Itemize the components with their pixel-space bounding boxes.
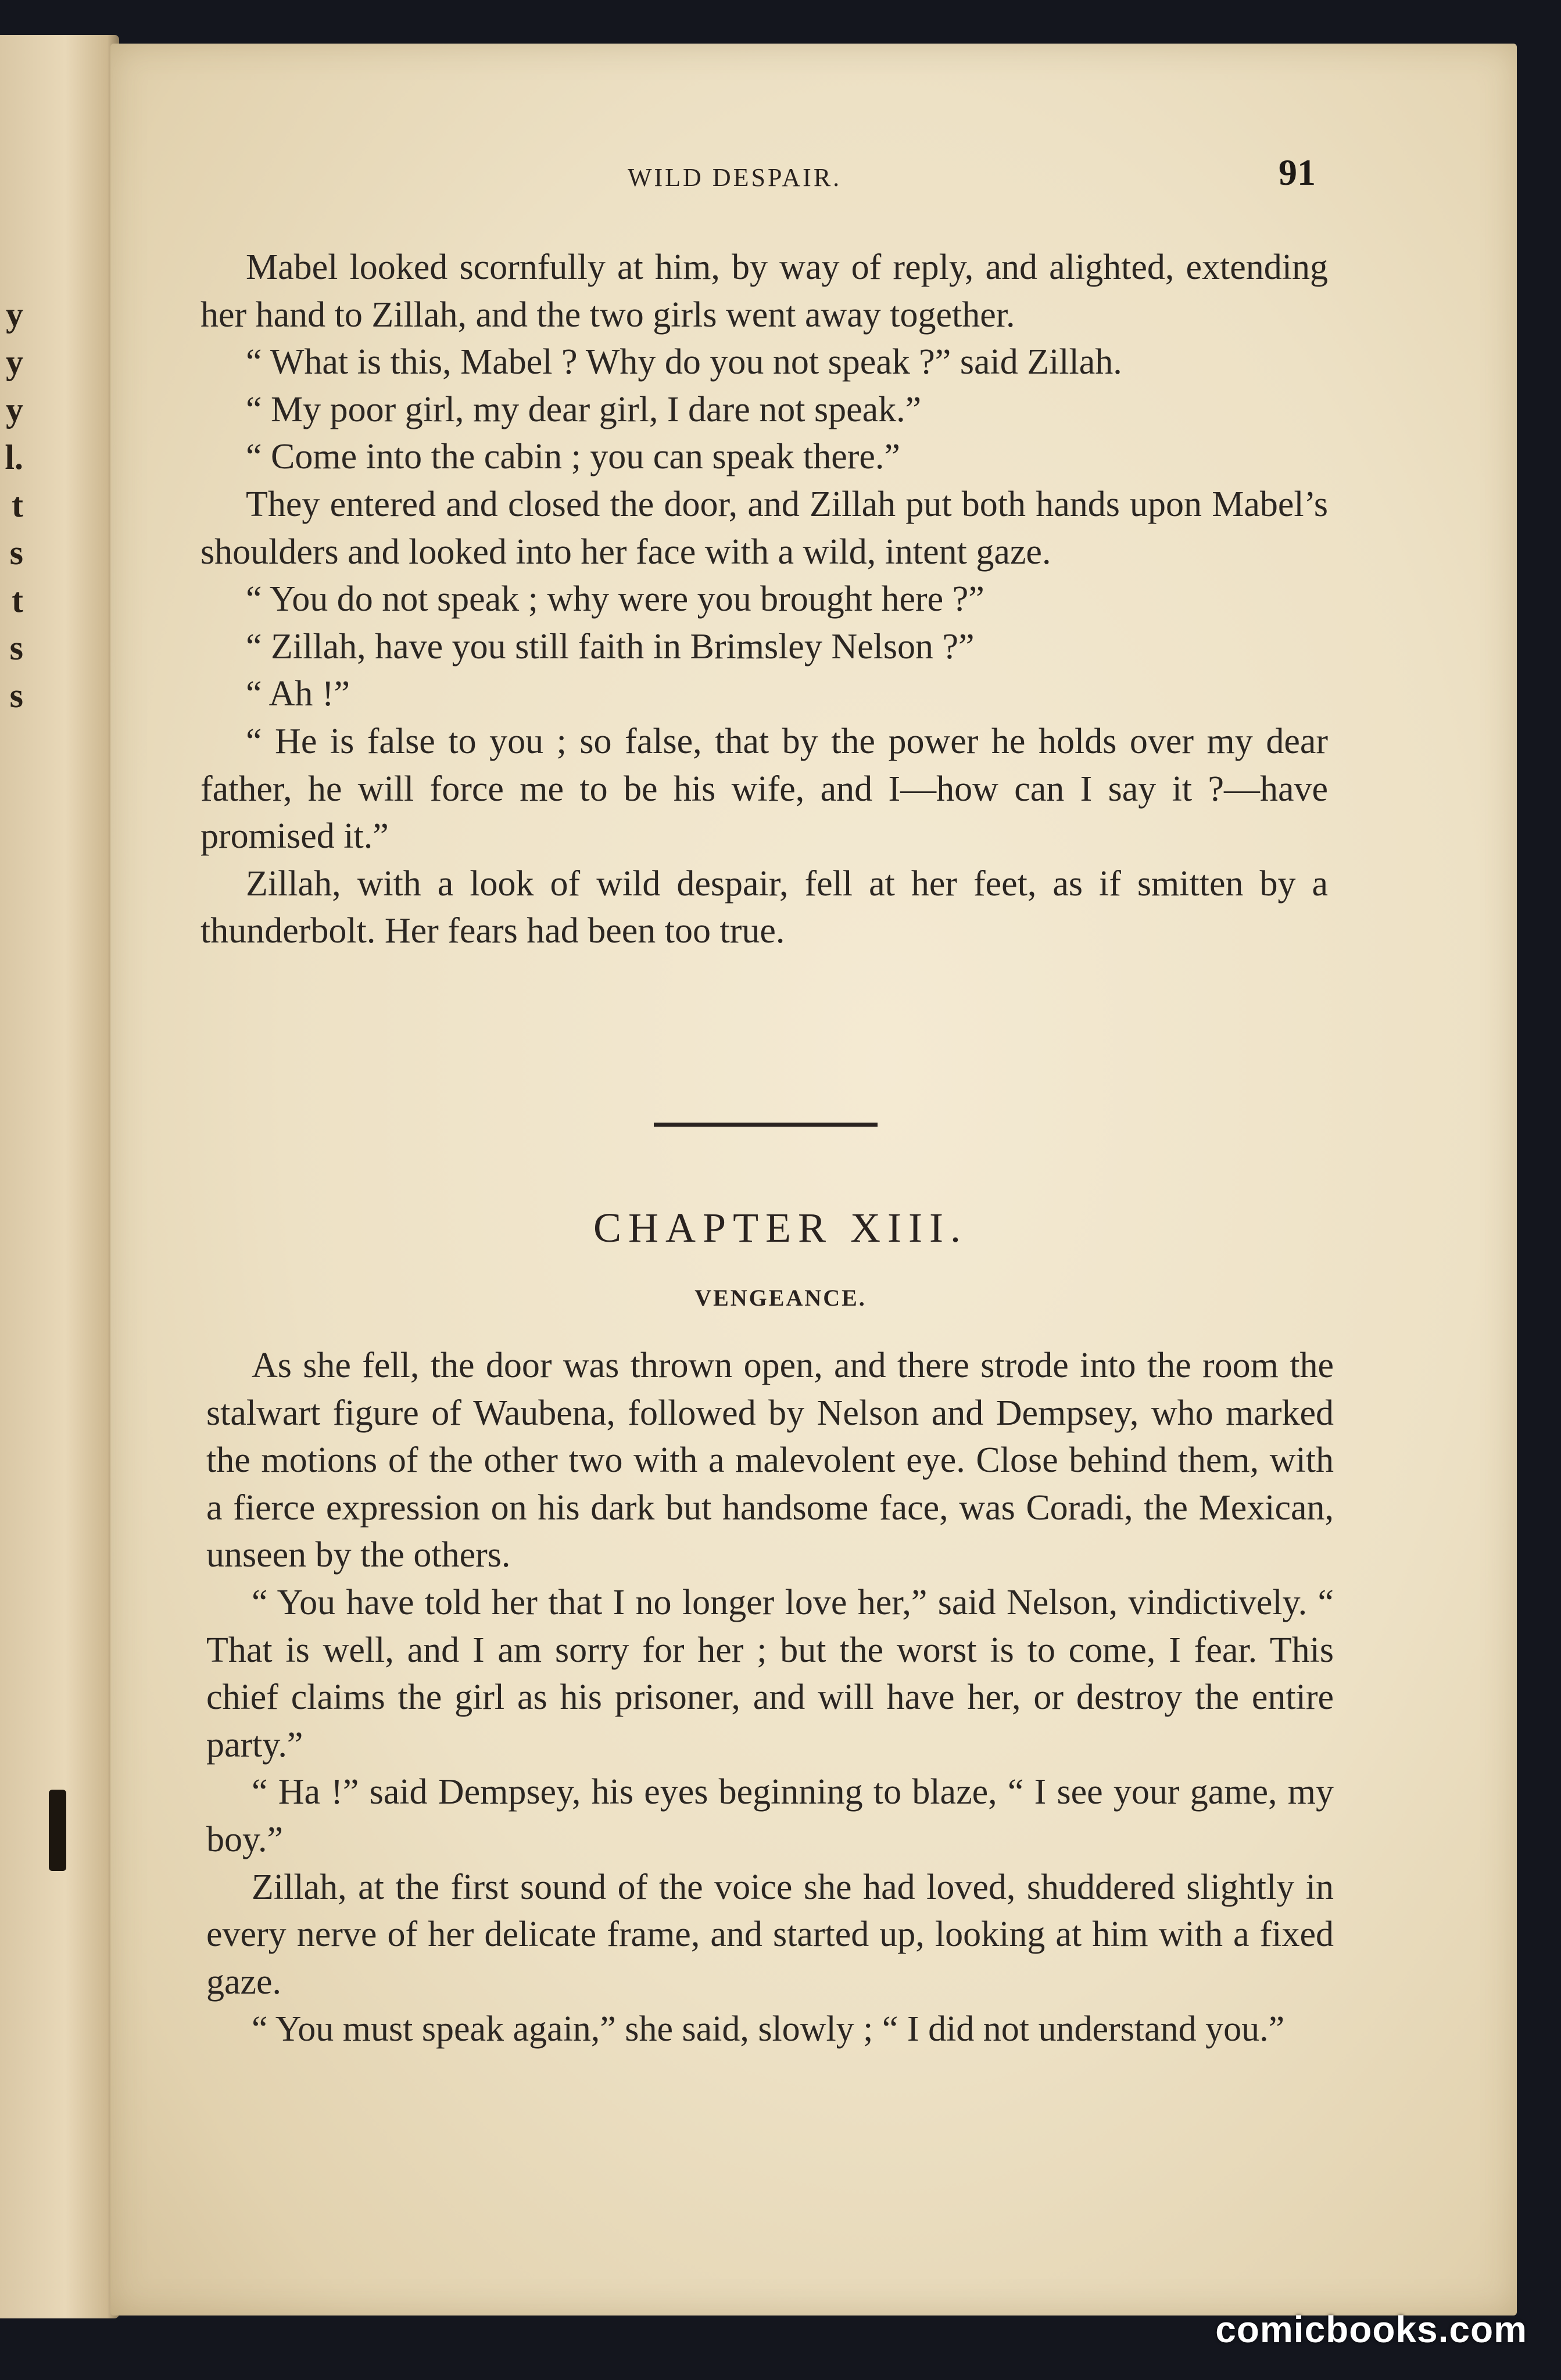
watermark: comicbooks.com [1215, 2309, 1527, 2350]
paragraph: As she fell, the door was thrown open, and there strode into the room the stalwart figure of Waubena, followed by Nelson and Dempsey, who marked the motions of the other two with a malevolent eye. Close behind them, with a fierce expression on his dark but handsome face, was Coradi, the Mexican, unseen by the others. [206, 1346, 1334, 1575]
running-head [0, 116, 1511, 193]
body-text-top [201, 244, 1328, 955]
edge-letter: s [9, 533, 23, 572]
paragraph: “ You do not speak ; why were you brought here ?” [246, 579, 984, 619]
left-page-edge-text [0, 291, 23, 719]
chapter-title: CHAPTER XIII. [593, 1205, 968, 1251]
paragraph: They entered and closed the door, and Zillah put both hands upon Mabel’s shoulders and looked into her face with a wild, intent gaze. [201, 484, 1328, 572]
paragraph: Mabel looked scornfully at him, by way of reply, and alighted, extending her hand to Zillah, and the two girls went away together. [201, 248, 1328, 335]
section-divider [654, 1123, 878, 1127]
edge-letter: y [6, 390, 23, 429]
edge-letter: t [12, 486, 23, 524]
edge-letter: s [9, 676, 23, 715]
edge-letter: y [6, 295, 23, 334]
edge-letter: y [6, 343, 23, 381]
paragraph: “ My poor girl, my dear girl, I dare not speak.” [246, 389, 922, 429]
binding-clip [49, 1790, 66, 1871]
paragraph: “ Zillah, have you still faith in Brimsley Nelson ?” [246, 626, 975, 666]
body-text-bottom [206, 1342, 1334, 2053]
paragraph: “ Ah !” [246, 674, 350, 714]
paragraph: “ Ha !” said Dempsey, his eyes beginning to blaze, “ I see your game, my boy.” [206, 1772, 1334, 1859]
edge-letter: s [9, 629, 23, 667]
edge-letter: t [12, 581, 23, 619]
paragraph: “ What is this, Mabel ? Why do you not speak ?” said Zillah. [246, 342, 1122, 382]
paragraph: Zillah, with a look of wild despair, fell at her feet, as if smitten by a thunderbolt. Her fears had been too true. [201, 863, 1328, 951]
chapter-subtitle: VENGEANCE. [694, 1285, 867, 1311]
left-facing-page [0, 35, 119, 2318]
paragraph: “ He is false to you ; so false, that by the power he holds over my dear father, he will force me to be his wife, and I—how can I say it ?—have promised it.” [201, 721, 1328, 856]
edge-letter: l. [5, 438, 23, 476]
paragraph: “ You must speak again,” she said, slowly ; “ I did not understand you.” [252, 2009, 1285, 2049]
paragraph: Zillah, at the first sound of the voice she had loved, shuddered slightly in every nerve of her delicate frame, and started up, looking at him with a fixed gaze. [206, 1867, 1334, 2002]
page-number: 91 [1279, 152, 1316, 193]
paragraph: “ You have told her that I no longer love her,” said Nelson, vindictively. “ That is well, and I am sorry for her ; but the worst is to come, I fear. This chief claims the girl as his prisoner, and will have her, or destroy the entire party.” [206, 1582, 1334, 1765]
running-title: WILD DESPAIR. [628, 163, 842, 192]
paragraph: “ Come into the cabin ; you can speak there.” [246, 437, 900, 477]
